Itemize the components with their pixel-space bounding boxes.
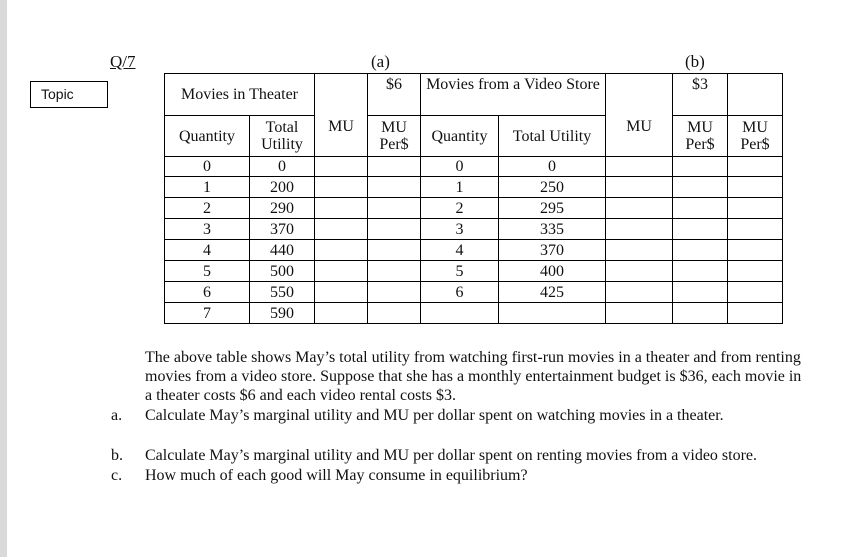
theater-mu-cell (315, 282, 368, 303)
theater-total-utility-cell: 0 (250, 157, 315, 177)
question-text: How much of each good will May consume in equilibrium? (145, 467, 528, 484)
empty-cell (728, 74, 783, 116)
video-mu-per-dollar-cell-1 (673, 157, 728, 177)
theater-mu-cell (315, 219, 368, 240)
video-title: Movies from a Video Store (421, 74, 606, 116)
theater-mu-per-dollar-cell (368, 157, 421, 177)
video-total-utility-cell: 335 (499, 219, 606, 240)
question-number: Q/7 (110, 52, 136, 71)
theater-mu-cell (315, 198, 368, 219)
theater-quantity-cell: 0 (165, 157, 250, 177)
theater-quantity-header: Quantity (165, 116, 250, 157)
video-total-utility-cell (499, 303, 606, 324)
theater-mu-header: MU (315, 74, 368, 157)
video-total-utility-cell: 295 (499, 198, 606, 219)
theater-quantity-cell: 3 (165, 219, 250, 240)
part-b-header: (b) (685, 52, 705, 71)
video-quantity-cell: 5 (421, 261, 499, 282)
theater-mu-cell (315, 157, 368, 177)
question-text: Calculate May’s marginal utility and MU per dollar spent on renting movies from a video store. (145, 447, 758, 464)
question-b (111, 446, 805, 465)
video-total-utility-cell: 425 (499, 282, 606, 303)
theater-mu-per-dollar-cell (368, 303, 421, 324)
theater-total-utility-cell: 590 (250, 303, 315, 324)
utility-table (164, 73, 783, 324)
theater-quantity-cell: 4 (165, 240, 250, 261)
theater-mu-per-dollar-cell (368, 282, 421, 303)
video-mu-cell (606, 282, 673, 303)
theater-price: $6 (368, 74, 421, 116)
part-a-header: (a) (371, 52, 390, 71)
video-mu-per-dollar-cell-1 (673, 198, 728, 219)
table-row (165, 198, 783, 219)
theater-mu-per-dollar-cell (368, 198, 421, 219)
video-mu-per-dollar-cell-2 (728, 219, 783, 240)
video-quantity-cell: 2 (421, 198, 499, 219)
theater-quantity-cell: 5 (165, 261, 250, 282)
question-label: b. (111, 447, 123, 464)
video-mu-per-dollar-cell-2 (728, 177, 783, 198)
video-mu-per-dollar-cell-1 (673, 282, 728, 303)
video-mu-per-dollar-cell-2 (728, 303, 783, 324)
theater-mu-cell (315, 261, 368, 282)
topic-button[interactable]: Topic (30, 81, 108, 108)
video-quantity-cell: 0 (421, 157, 499, 177)
theater-mu-per-dollar-cell (368, 261, 421, 282)
video-mu-cell (606, 157, 673, 177)
video-mu-cell (606, 198, 673, 219)
question-c (111, 466, 805, 485)
video-price: $3 (673, 74, 728, 116)
theater-total-utility-cell: 440 (250, 240, 315, 261)
video-mu-per-dollar-cell-2 (728, 240, 783, 261)
question-text-block (111, 348, 805, 485)
theater-quantity-cell: 6 (165, 282, 250, 303)
theater-mu-per-dollar-cell (368, 219, 421, 240)
video-mu-per-dollar-cell-1 (673, 219, 728, 240)
video-quantity-header: Quantity (421, 116, 499, 157)
video-quantity-cell: 4 (421, 240, 499, 261)
video-mu-cell (606, 177, 673, 198)
table-row (165, 157, 783, 177)
theater-total-utility-cell: 290 (250, 198, 315, 219)
theater-quantity-cell: 2 (165, 198, 250, 219)
theater-mu-per-dollar-header: MU Per$ (368, 116, 421, 157)
video-mu-per-dollar-cell-1 (673, 303, 728, 324)
video-quantity-cell: 3 (421, 219, 499, 240)
video-mu-per-dollar-cell-1 (673, 240, 728, 261)
video-mu-per-dollar-cell-2 (728, 282, 783, 303)
video-mu-cell (606, 303, 673, 324)
question-a (111, 406, 805, 425)
table-row (165, 177, 783, 198)
video-mu-per-dollar-cell-1 (673, 261, 728, 282)
theater-quantity-cell: 7 (165, 303, 250, 324)
theater-mu-cell (315, 303, 368, 324)
question-label: a. (111, 407, 123, 424)
table-row (165, 240, 783, 261)
theater-mu-per-dollar-cell (368, 240, 421, 261)
video-total-utility-cell: 250 (499, 177, 606, 198)
video-mu-per-dollar-header-1: MU Per$ (673, 116, 728, 157)
theater-total-utility-header: Total Utility (250, 116, 315, 157)
video-mu-per-dollar-cell-1 (673, 177, 728, 198)
video-mu-cell (606, 240, 673, 261)
intro-paragraph: The above table shows May’s total utility from watching first-run movies in a theater and from renting movies from a video store. Suppose that she has a monthly entertainment budget is $36, each movie in a theater costs $6 and each video rental costs $3. (145, 349, 802, 404)
theater-title: Movies in Theater (165, 74, 315, 116)
video-mu-cell (606, 219, 673, 240)
theater-total-utility-cell: 500 (250, 261, 315, 282)
theater-total-utility-cell: 370 (250, 219, 315, 240)
left-margin-strip (0, 0, 7, 557)
video-total-utility-header: Total Utility (499, 116, 606, 157)
video-total-utility-cell: 0 (499, 157, 606, 177)
theater-mu-cell (315, 240, 368, 261)
question-text: Calculate May’s marginal utility and MU per dollar spent on watching movies in a theater. (145, 407, 724, 424)
table-row (165, 303, 783, 324)
video-quantity-cell: 6 (421, 282, 499, 303)
table-row (165, 282, 783, 303)
table-row (165, 261, 783, 282)
video-mu-per-dollar-header-2: MU Per$ (728, 116, 783, 157)
theater-mu-per-dollar-cell (368, 177, 421, 198)
video-mu-per-dollar-cell-2 (728, 261, 783, 282)
theater-total-utility-cell: 200 (250, 177, 315, 198)
video-total-utility-cell: 400 (499, 261, 606, 282)
theater-mu-cell (315, 177, 368, 198)
theater-quantity-cell: 1 (165, 177, 250, 198)
theater-total-utility-cell: 550 (250, 282, 315, 303)
question-label: c. (111, 467, 123, 484)
video-quantity-cell: 1 (421, 177, 499, 198)
video-mu-per-dollar-cell-2 (728, 157, 783, 177)
table-row (165, 219, 783, 240)
video-total-utility-cell: 370 (499, 240, 606, 261)
video-mu-header: MU (606, 74, 673, 157)
video-mu-per-dollar-cell-2 (728, 198, 783, 219)
video-quantity-cell (421, 303, 499, 324)
video-mu-cell (606, 261, 673, 282)
table-body (165, 157, 783, 324)
